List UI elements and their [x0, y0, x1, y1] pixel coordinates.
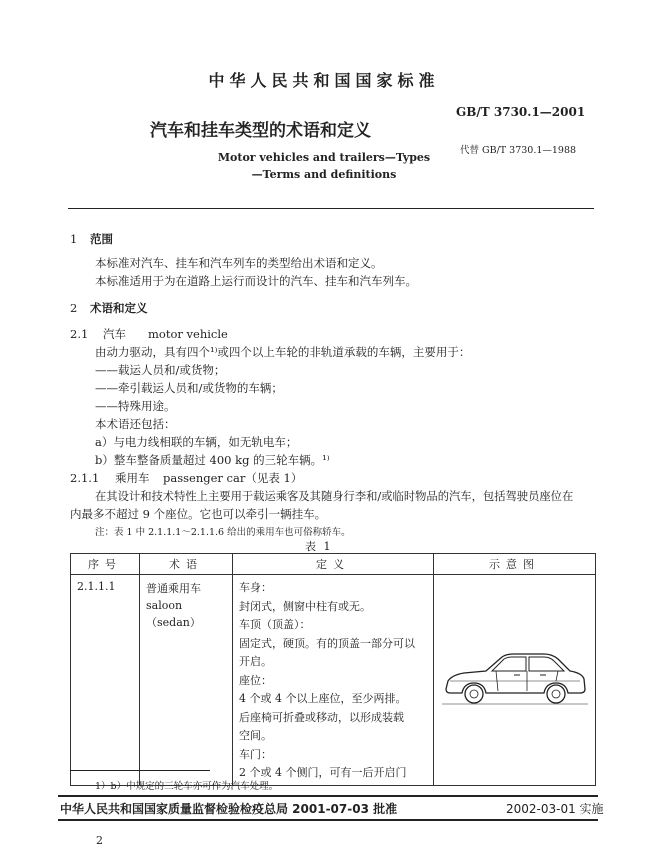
- clause-2-1-1-term: 乘用车: [115, 471, 150, 485]
- def-line: 4 个或 4 个以上座位，至少两排。: [239, 692, 407, 705]
- clause-2-1-term-en: motor vehicle: [148, 327, 228, 341]
- def-line: 固定式，硬顶。有的顶盖一部分可以: [239, 636, 415, 650]
- clause-2-1-definition: 由动力驱动，具有四个¹⁾或四个以上车轮的非轨道承载的车辆，主要用于：: [95, 345, 471, 359]
- row-term: [140, 575, 233, 786]
- issuer-approval: 中华人民共和国国家质量监督检验检疫总局 2001-07-03 批准: [60, 802, 398, 816]
- def-line: 2 个或 4 个侧门，可有一后开启门: [239, 766, 407, 779]
- footnote: 1）b）中规定的三轮车亦可作为汽车处理。: [95, 781, 279, 792]
- clause-2-1-term: 汽车: [103, 327, 126, 341]
- row-term-cn: 普通乘用车: [146, 582, 201, 595]
- replaces-standard: 代替 GB/T 3730.1—1988: [460, 145, 577, 156]
- standard-number: GB/T 3730.1—2001: [456, 105, 586, 119]
- def-line: 车身：: [239, 581, 272, 594]
- row-diagram: [434, 575, 596, 786]
- def-line: 空间。: [239, 729, 272, 742]
- header-number: 序号: [71, 554, 140, 575]
- row-term-en: saloon（sedan）: [146, 599, 201, 629]
- row-number: 2.1.1.1: [71, 575, 140, 786]
- section-1-paragraph-2: 本标准适用于为在道路上运行而设计的汽车、挂车和汽车列车。: [95, 274, 417, 288]
- section-1-paragraph-1: 本标准对汽车、挂车和汽车列车的类型给出术语和定义。: [95, 256, 383, 270]
- document-title-en-2: —Terms and definitions: [251, 168, 397, 181]
- clause-2-1-number: 2.1: [70, 327, 89, 341]
- clause-2-1-item-2: ——牵引载运人员和/或货物的车辆；: [95, 381, 283, 395]
- def-line: 开启。: [239, 655, 272, 668]
- clause-2-1-1-paragraph-1: 在其设计和技术特性上主要用于载运乘客及其随身行李和/或临时物品的汽车，包括驾驶员座位在: [95, 490, 574, 503]
- document-title-cn: 汽车和挂车类型的术语和定义: [150, 121, 371, 141]
- header-definition: 定义: [233, 554, 434, 575]
- clause-2-1-1-paragraph-2: 内最多不超过 9 个座位。它也可以牵引一辆挂车。: [70, 507, 327, 521]
- section-2-number: 2: [70, 301, 78, 315]
- clause-2-1-item-b: b）整车整备质量超过 400 kg 的三轮车辆。¹⁾: [95, 453, 330, 467]
- clause-2-1-also: 本术语还包括：: [95, 417, 176, 431]
- terms-table: [70, 553, 596, 786]
- national-standard-heading: 中华人民共和国国家标准: [208, 71, 440, 90]
- table-caption: 表 1: [305, 540, 333, 553]
- sedan-illustration: [440, 645, 590, 715]
- clause-2-1-item-3: ——特殊用途。: [95, 399, 176, 413]
- def-line: 座位：: [239, 673, 272, 687]
- table-row: [71, 575, 596, 786]
- implementation-date: 2002-03-01 实施: [506, 802, 604, 816]
- def-line: 封闭式，侧窗中柱有或无。: [239, 599, 371, 613]
- table-header-row: [71, 554, 596, 575]
- clause-2-1-item-a: a）与电力线相联的车辆，如无轨电车；: [95, 435, 298, 449]
- table-note: 注：表 1 中 2.1.1.1～2.1.1.6 给出的乘用车也可俗称轿车。: [95, 527, 351, 538]
- clause-2-1-item-1: ——载运人员和/或货物；: [95, 363, 226, 377]
- page-number: 2: [96, 834, 103, 847]
- header-diagram: 示意图: [434, 554, 596, 575]
- header-divider: [68, 208, 594, 209]
- row-definition: [233, 575, 434, 786]
- section-1-number: 1: [70, 232, 78, 246]
- def-line: 车门：: [239, 747, 272, 761]
- clause-2-1-1-number: 2.1.1: [70, 471, 100, 485]
- def-line: 后座椅可折叠或移动，以形成装载: [239, 710, 404, 724]
- footer-divider-top: [58, 795, 598, 797]
- section-1-title: 范围: [90, 232, 113, 246]
- clause-2-1-1-term-en: passenger car（见表 1）: [163, 471, 303, 485]
- def-line: 车顶（顶盖）：: [239, 618, 311, 631]
- header-term: 术语: [140, 554, 233, 575]
- document-title-en-1: Motor vehicles and trailers—Types: [217, 151, 431, 164]
- footnote-divider: [70, 770, 210, 771]
- section-2-title: 术语和定义: [90, 301, 148, 315]
- footer-divider-bottom: [58, 819, 598, 821]
